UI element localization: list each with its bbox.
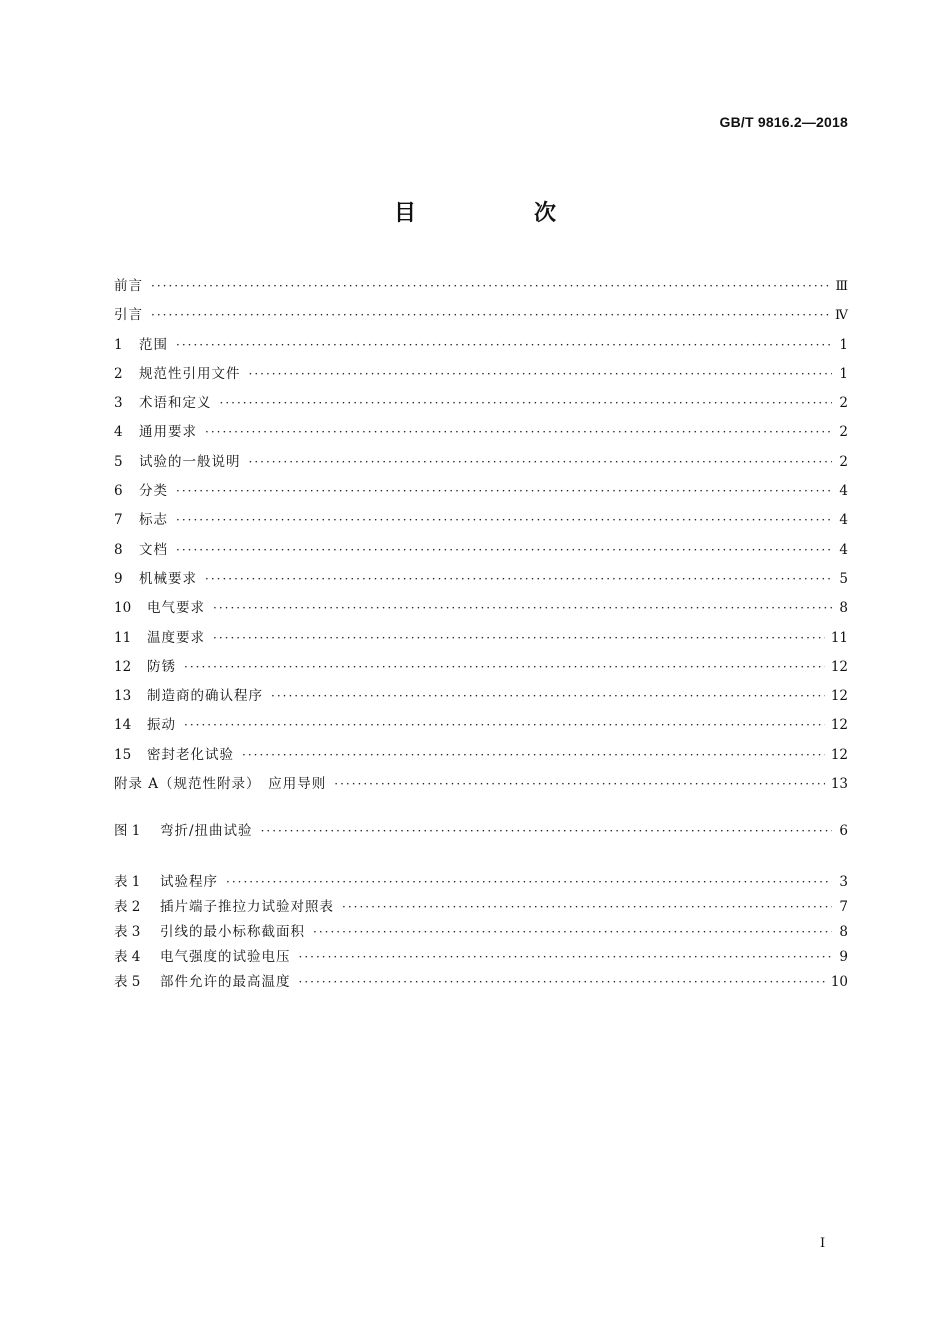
toc-entry-9[interactable] bbox=[114, 565, 848, 594]
toc-entry-label: 电气要求 bbox=[147, 600, 205, 617]
toc-entry-page: 2 bbox=[839, 395, 848, 412]
toc-entry-12[interactable] bbox=[114, 653, 848, 682]
toc-leader-dots bbox=[242, 741, 825, 770]
toc-entry-3[interactable] bbox=[114, 389, 848, 418]
toc-entry-label: 密封老化试验 bbox=[147, 746, 234, 763]
toc-entry-page: 12 bbox=[830, 717, 848, 734]
toc-entry-number: 12 bbox=[114, 658, 132, 675]
toc-entry-label: 试验程序 bbox=[160, 874, 218, 890]
toc-entry-15[interactable] bbox=[114, 741, 848, 770]
toc-entry-page: 12 bbox=[830, 746, 848, 763]
toc-entry-label: 标志 bbox=[139, 512, 168, 529]
toc-entry-page: 5 bbox=[839, 570, 848, 587]
toc-entry-number: 11 bbox=[114, 629, 132, 646]
toc-entry-13[interactable] bbox=[114, 682, 848, 711]
toc-leader-dots bbox=[176, 536, 832, 565]
toc-leader-dots bbox=[334, 770, 825, 799]
toc-entry-number: 2 bbox=[114, 365, 123, 382]
toc-entry-5[interactable] bbox=[114, 448, 848, 477]
toc-entry-number: 8 bbox=[114, 541, 123, 558]
toc-figures-list bbox=[114, 818, 848, 844]
toc-entry-label: 分类 bbox=[139, 483, 168, 500]
toc-entry-number: 13 bbox=[114, 688, 132, 705]
toc-entry-number: 9 bbox=[114, 570, 123, 587]
toc-entry-label: 防锈 bbox=[147, 658, 176, 675]
toc-table-4[interactable] bbox=[114, 945, 848, 970]
toc-leader-dots bbox=[184, 711, 825, 740]
toc-entry-number: 15 bbox=[114, 746, 132, 763]
toc-leader-dots bbox=[151, 301, 829, 330]
toc-entry-page: Ⅳ bbox=[835, 308, 848, 324]
toc-entry-page: 3 bbox=[839, 874, 848, 890]
toc-entry-11[interactable] bbox=[114, 624, 848, 653]
toc-entry-number: 表 4 bbox=[114, 949, 141, 965]
toc-main-list bbox=[114, 272, 848, 799]
toc-entry-label: 规范性引用文件 bbox=[139, 365, 241, 382]
toc-entry-label: 文档 bbox=[139, 541, 168, 558]
toc-entry-page: 11 bbox=[830, 629, 848, 646]
toc-leader-dots bbox=[220, 389, 833, 418]
toc-entry-page: 4 bbox=[839, 541, 848, 558]
toc-entry-number: 表 5 bbox=[114, 974, 141, 990]
toc-entry-14[interactable] bbox=[114, 711, 848, 740]
toc-entry-number: 14 bbox=[114, 717, 132, 734]
toc-entry-label: 引言 bbox=[114, 307, 143, 324]
toc-entry-6[interactable] bbox=[114, 477, 848, 506]
toc-leader-dots bbox=[249, 360, 833, 389]
toc-leader-dots bbox=[176, 506, 832, 535]
toc-entry-page: Ⅲ bbox=[835, 279, 848, 294]
toc-entry-page: 2 bbox=[839, 424, 848, 441]
toc-entry-number: 1 bbox=[114, 336, 123, 353]
toc-entry-4[interactable] bbox=[114, 418, 848, 447]
toc-entry-label: 制造商的确认程序 bbox=[147, 688, 263, 705]
toc-entry-number: 表 3 bbox=[114, 924, 141, 940]
toc-table-3[interactable] bbox=[114, 920, 848, 945]
toc-entry-page: 8 bbox=[839, 924, 848, 940]
toc-leader-dots bbox=[226, 870, 832, 895]
toc-entry-page: 12 bbox=[830, 658, 848, 675]
toc-entry-label: 振动 bbox=[147, 717, 176, 734]
toc-leader-dots bbox=[261, 818, 832, 844]
toc-entry-page: 10 bbox=[830, 974, 848, 990]
toc-entry-label: 插片端子推拉力试验对照表 bbox=[160, 899, 334, 915]
toc-leader-dots bbox=[271, 682, 825, 711]
toc-leader-dots bbox=[249, 448, 833, 477]
toc-leader-dots bbox=[176, 477, 832, 506]
toc-table-2[interactable] bbox=[114, 895, 848, 920]
toc-entry-label: 引线的最小标称截面积 bbox=[160, 924, 305, 940]
toc-entry-number: 图 1 bbox=[114, 823, 141, 839]
toc-entry-label: 弯折/扭曲试验 bbox=[160, 823, 253, 839]
toc-figure-1[interactable] bbox=[114, 818, 848, 844]
toc-entry-foreword[interactable] bbox=[114, 272, 848, 301]
toc-entry-label: 附录 A（规范性附录） 应用导则 bbox=[114, 776, 327, 793]
standard-code: GB/T 9816.2—2018 bbox=[719, 114, 848, 130]
toc-table-1[interactable] bbox=[114, 870, 848, 895]
toc-entry-label: 试验的一般说明 bbox=[139, 453, 241, 470]
toc-entry-number: 表 1 bbox=[114, 874, 141, 890]
toc-entry-number: 3 bbox=[114, 395, 123, 412]
toc-entry-label: 范围 bbox=[139, 336, 168, 353]
toc-entry-page: 1 bbox=[839, 365, 848, 382]
toc-entry-page: 8 bbox=[839, 600, 848, 617]
toc-entry-label: 电气强度的试验电压 bbox=[160, 949, 291, 965]
toc-leader-dots bbox=[184, 653, 825, 682]
toc-entry-annex-a[interactable] bbox=[114, 770, 848, 799]
toc-entry-number: 7 bbox=[114, 512, 123, 529]
toc-entry-page: 9 bbox=[839, 949, 848, 965]
toc-entry-page: 13 bbox=[830, 776, 848, 793]
toc-leader-dots bbox=[213, 624, 825, 653]
toc-entry-number: 5 bbox=[114, 453, 123, 470]
toc-leader-dots bbox=[213, 594, 832, 623]
toc-entry-label: 术语和定义 bbox=[139, 395, 212, 412]
toc-entry-page: 6 bbox=[839, 823, 848, 839]
toc-entry-8[interactable] bbox=[114, 536, 848, 565]
toc-entry-label: 机械要求 bbox=[139, 570, 197, 587]
toc-tables-list bbox=[114, 870, 848, 995]
toc-entry-10[interactable] bbox=[114, 594, 848, 623]
toc-entry-page: 7 bbox=[839, 899, 848, 915]
toc-entry-number: 10 bbox=[114, 600, 132, 617]
toc-leader-dots bbox=[342, 895, 832, 920]
toc-leader-dots bbox=[205, 418, 832, 447]
toc-entry-number: 6 bbox=[114, 483, 123, 500]
toc-entry-1[interactable] bbox=[114, 331, 848, 360]
toc-leader-dots bbox=[205, 565, 832, 594]
toc-entry-number: 4 bbox=[114, 424, 123, 441]
toc-entry-label: 温度要求 bbox=[147, 629, 205, 646]
toc-entry-2[interactable] bbox=[114, 360, 848, 389]
toc-entry-label: 部件允许的最高温度 bbox=[160, 974, 291, 990]
toc-leader-dots bbox=[151, 272, 829, 301]
toc-table-5[interactable] bbox=[114, 970, 848, 995]
toc-entry-introduction[interactable] bbox=[114, 301, 848, 330]
toc-leader-dots bbox=[299, 945, 833, 970]
toc-entry-page: 2 bbox=[839, 453, 848, 470]
toc-entry-7[interactable] bbox=[114, 506, 848, 535]
toc-entry-page: 4 bbox=[839, 483, 848, 500]
toc-entry-label: 通用要求 bbox=[139, 424, 197, 441]
toc-entry-label: 前言 bbox=[114, 278, 143, 294]
page-folio: Ⅰ bbox=[820, 1236, 826, 1251]
toc-entry-page: 12 bbox=[830, 688, 848, 705]
toc-entry-page: 1 bbox=[839, 336, 848, 353]
page-title: 目 次 bbox=[393, 201, 604, 226]
toc-leader-dots bbox=[176, 331, 832, 360]
toc-leader-dots bbox=[313, 920, 832, 945]
toc-entry-number: 表 2 bbox=[114, 899, 141, 915]
toc-leader-dots bbox=[299, 970, 825, 995]
toc-entry-page: 4 bbox=[839, 512, 848, 529]
